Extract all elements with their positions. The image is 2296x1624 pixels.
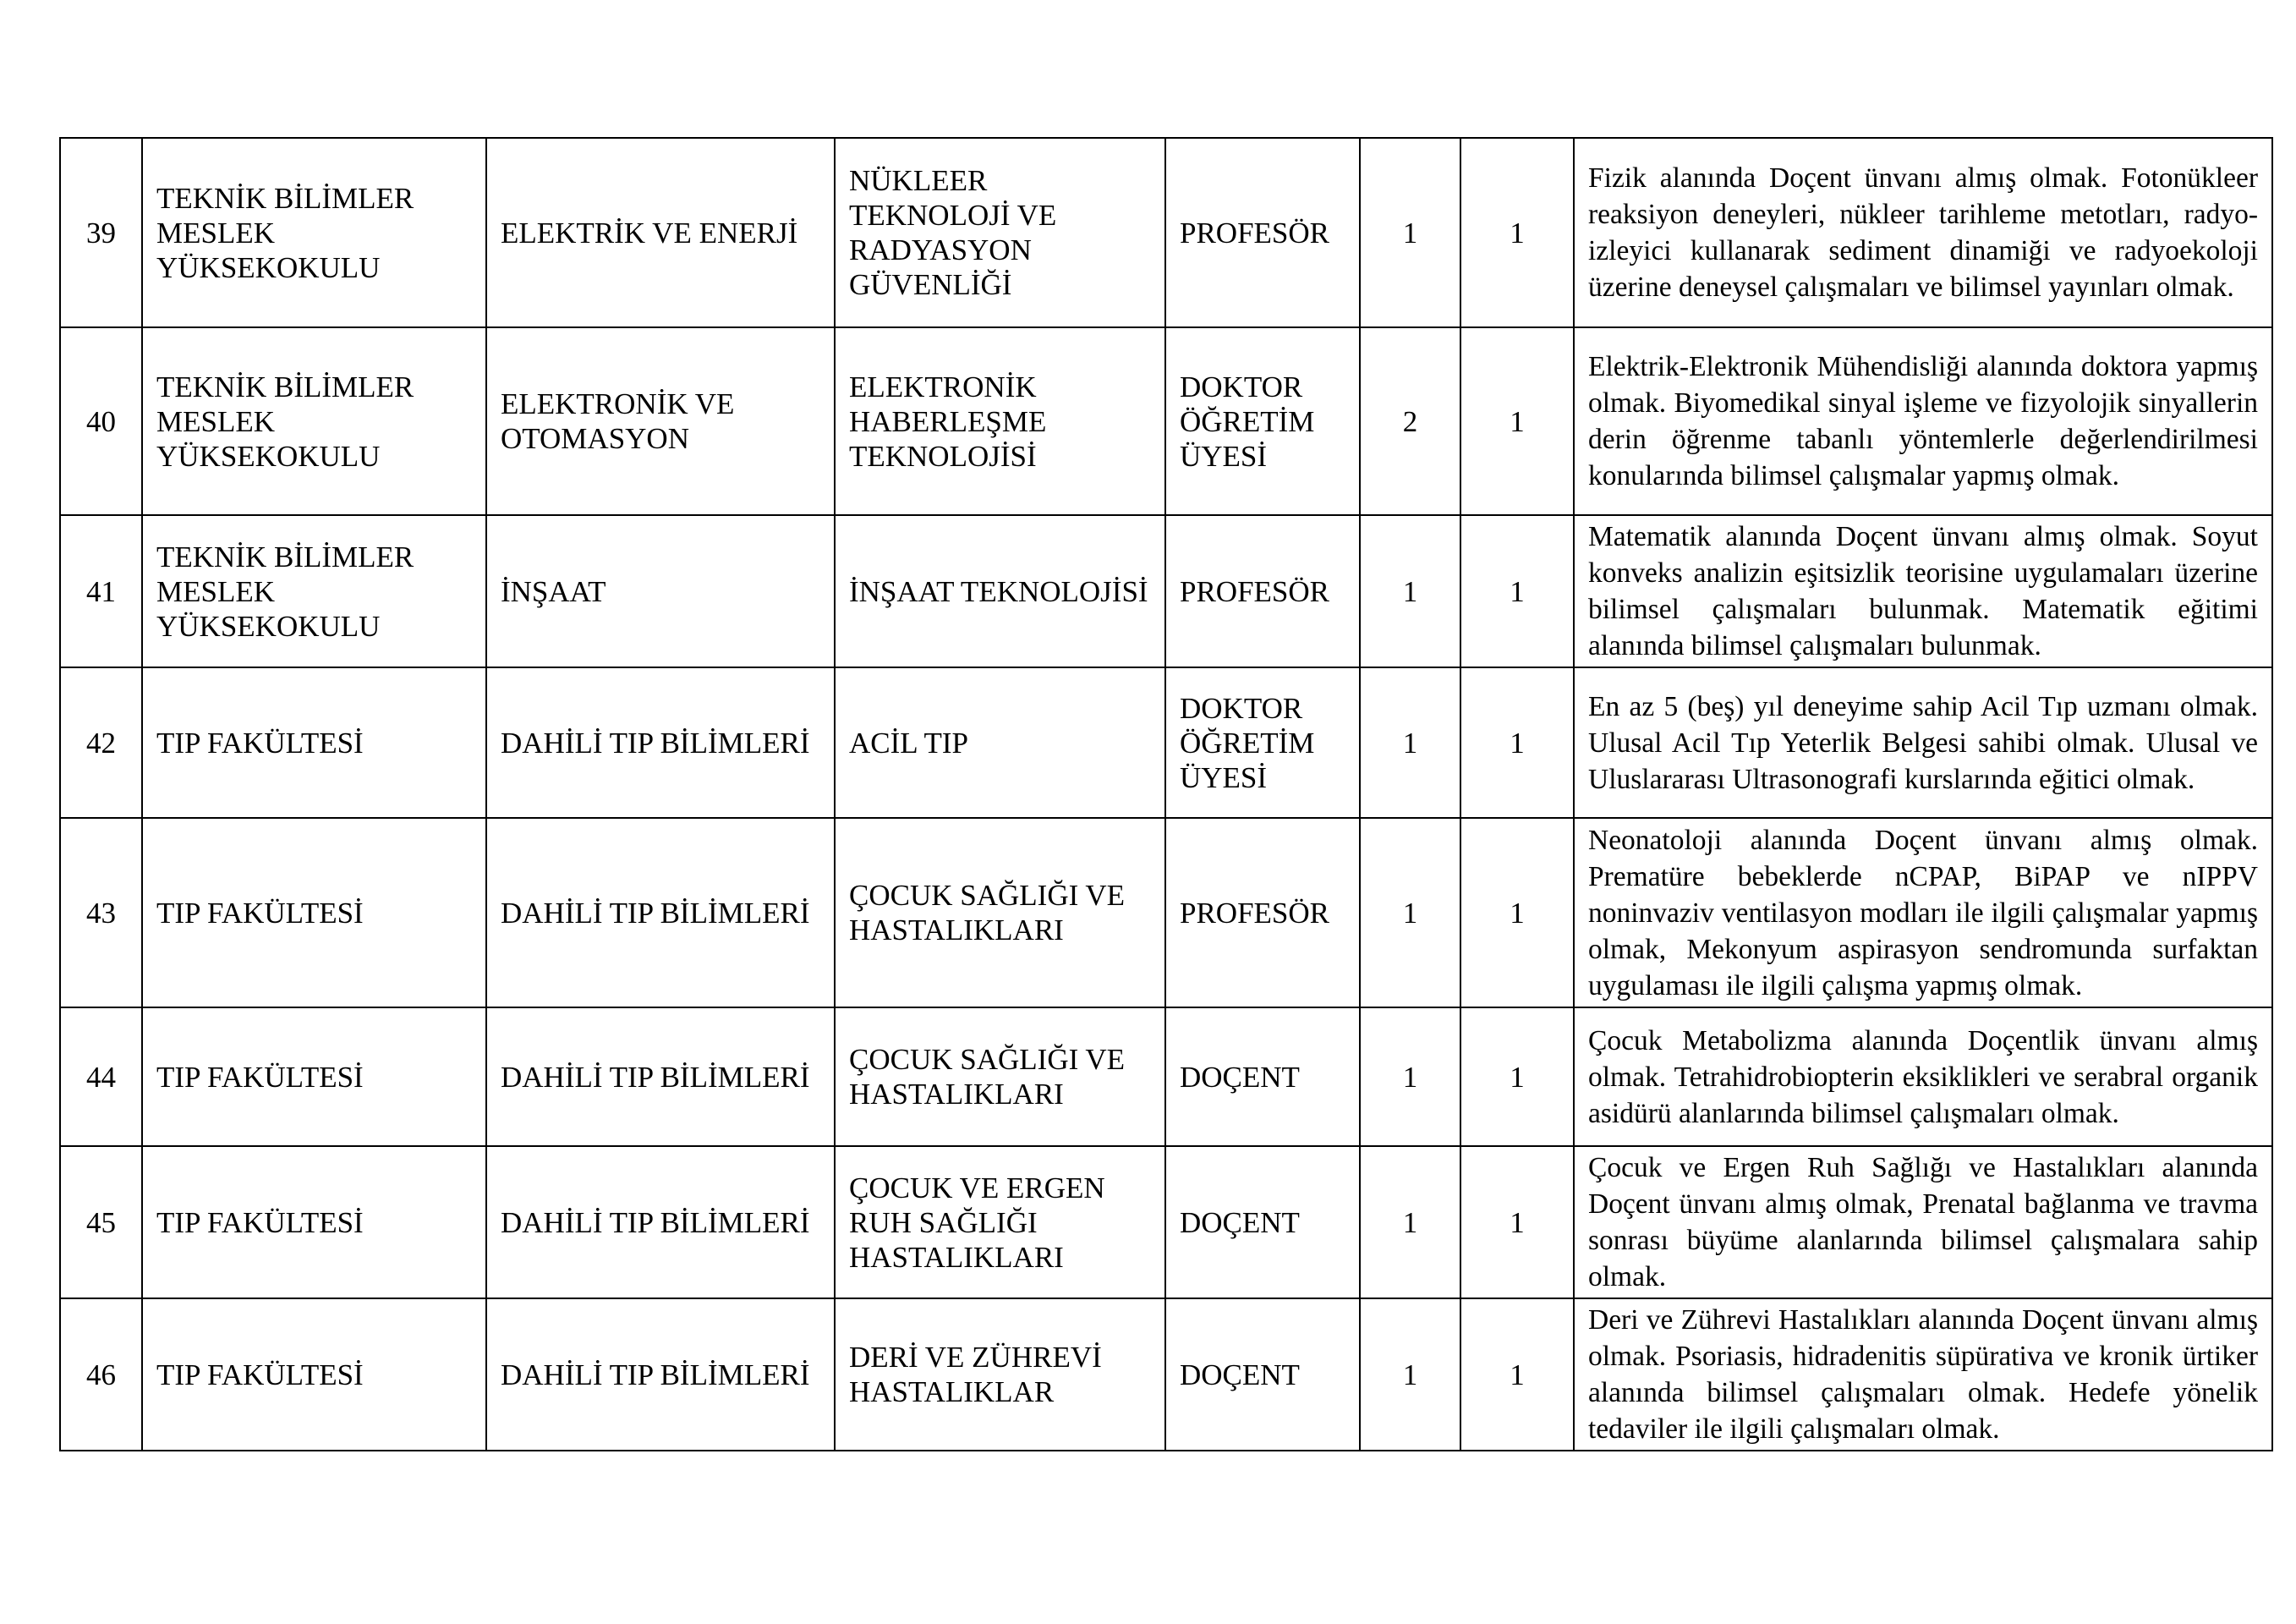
requirement-cell: Elektrik-Elektronik Mühendisliği alanında doktora yapmış olmak. Biyomedikal sinyal işleme ve fizyolojik sinyallerin derin öğrenme tabanlı yöntemlerle değerlendirilmesi konularında bilimsel çalışmalar yapmış olmak. [1574,327,2272,515]
department-cell: DAHİLİ TIP BİLİMLERİ [486,1007,835,1146]
department-cell: ELEKTRİK VE ENERJİ [486,138,835,327]
department-cell: İNŞAAT [486,515,835,667]
title-cell: PROFESÖR [1165,138,1360,327]
row-number-cell: 39 [60,138,142,327]
requirement-cell: Matematik alanında Doçent ünvanı almış olmak. Soyut konveks analizin eşitsizlik teorisine uygulamaları üzerine bilimsel çalışmaları bulunmak. Matematik eğitimi alanında bilimsel çalışmaları bulunmak. [1574,515,2272,667]
academic-positions-table [59,137,2273,1451]
program-cell: İNŞAAT TEKNOLOJİSİ [835,515,1165,667]
count-a-cell: 1 [1360,667,1460,818]
unit-cell: TEKNİK BİLİMLER MESLEK YÜKSEKOKULU [142,327,486,515]
program-cell: ACİL TIP [835,667,1165,818]
row-number-cell: 43 [60,818,142,1007]
unit-cell: TIP FAKÜLTESİ [142,1298,486,1451]
table-row [60,1007,2272,1146]
title-cell: DOÇENT [1165,1146,1360,1298]
title-cell: PROFESÖR [1165,818,1360,1007]
row-number-cell: 45 [60,1146,142,1298]
requirement-cell: Neonatoloji alanında Doçent ünvanı almış olmak. Prematüre bebeklerde nCPAP, BiPAP ve nIPPV noninvaziv ventilasyon modları ile ilgili çalışmalar yapmış olmak, Mekonyum aspirasyon sendromunda surfaktan uygulaması ile ilgili çalışma yapmış olmak. [1574,818,2272,1007]
row-number-cell: 41 [60,515,142,667]
unit-cell: TEKNİK BİLİMLER MESLEK YÜKSEKOKULU [142,515,486,667]
row-number-cell: 42 [60,667,142,818]
program-cell: ELEKTRONİK HABERLEŞME TEKNOLOJİSİ [835,327,1165,515]
table-row [60,1146,2272,1298]
department-cell: DAHİLİ TIP BİLİMLERİ [486,1146,835,1298]
unit-cell: TIP FAKÜLTESİ [142,667,486,818]
count-a-cell: 1 [1360,1007,1460,1146]
unit-cell: TEKNİK BİLİMLER MESLEK YÜKSEKOKULU [142,138,486,327]
department-cell: DAHİLİ TIP BİLİMLERİ [486,1298,835,1451]
table-body [60,138,2272,1451]
requirement-cell: Deri ve Zührevi Hastalıkları alanında Doçent ünvanı almış olmak. Psoriasis, hidradenitis süpürativa ve kronik ürtiker alanında bilimsel çalışmaları olmak. Hedefe yönelik tedaviler ile ilgili çalışmaları olmak. [1574,1298,2272,1451]
title-cell: DOKTOR ÖĞRETİM ÜYESİ [1165,327,1360,515]
count-b-cell: 1 [1460,515,1574,667]
count-b-cell: 1 [1460,1298,1574,1451]
requirement-cell: Fizik alanında Doçent ünvanı almış olmak. Fotonükleer reaksiyon deneyleri, nükleer tarihleme metotları, radyo-izleyici kullanarak sediment dinamiği ve radyoekoloji üzerine deneysel çalışmaları ve bilimsel yayınları olmak. [1574,138,2272,327]
requirement-cell: Çocuk Metabolizma alanında Doçentlik ünvanı almış olmak. Tetrahidrobiopterin eksiklikleri ve serabral organik asidürü alanlarında bilimsel çalışmaları olmak. [1574,1007,2272,1146]
table-row [60,138,2272,327]
program-cell: NÜKLEER TEKNOLOJİ VE RADYASYON GÜVENLİĞİ [835,138,1165,327]
program-cell: ÇOCUK VE ERGEN RUH SAĞLIĞI HASTALIKLARI [835,1146,1165,1298]
program-cell: DERİ VE ZÜHREVİ HASTALIKLAR [835,1298,1165,1451]
count-a-cell: 1 [1360,1146,1460,1298]
row-number-cell: 40 [60,327,142,515]
count-a-cell: 1 [1360,515,1460,667]
program-cell: ÇOCUK SAĞLIĞI VE HASTALIKLARI [835,1007,1165,1146]
count-b-cell: 1 [1460,667,1574,818]
row-number-cell: 44 [60,1007,142,1146]
table-row [60,667,2272,818]
count-a-cell: 2 [1360,327,1460,515]
count-a-cell: 1 [1360,138,1460,327]
table-row [60,1298,2272,1451]
count-b-cell: 1 [1460,1146,1574,1298]
count-b-cell: 1 [1460,138,1574,327]
requirement-cell: Çocuk ve Ergen Ruh Sağlığı ve Hastalıkları alanında Doçent ünvanı almış olmak, Prenatal bağlanma ve travma sonrası büyüme alanlarında bilimsel çalışmalara sahip olmak. [1574,1146,2272,1298]
department-cell: ELEKTRONİK VE OTOMASYON [486,327,835,515]
count-a-cell: 1 [1360,1298,1460,1451]
table-row [60,818,2272,1007]
unit-cell: TIP FAKÜLTESİ [142,1007,486,1146]
count-b-cell: 1 [1460,327,1574,515]
requirement-cell: En az 5 (beş) yıl deneyime sahip Acil Tıp uzmanı olmak. Ulusal Acil Tıp Yeterlik Belgesi sahibi olmak. Ulusal ve Uluslararası Ultrasonografi kurslarında eğitici olmak. [1574,667,2272,818]
title-cell: DOKTOR ÖĞRETİM ÜYESİ [1165,667,1360,818]
row-number-cell: 46 [60,1298,142,1451]
title-cell: DOÇENT [1165,1007,1360,1146]
unit-cell: TIP FAKÜLTESİ [142,818,486,1007]
title-cell: DOÇENT [1165,1298,1360,1451]
table-row [60,327,2272,515]
table-row [60,515,2272,667]
unit-cell: TIP FAKÜLTESİ [142,1146,486,1298]
count-b-cell: 1 [1460,1007,1574,1146]
count-a-cell: 1 [1360,818,1460,1007]
department-cell: DAHİLİ TIP BİLİMLERİ [486,818,835,1007]
count-b-cell: 1 [1460,818,1574,1007]
department-cell: DAHİLİ TIP BİLİMLERİ [486,667,835,818]
program-cell: ÇOCUK SAĞLIĞI VE HASTALIKLARI [835,818,1165,1007]
title-cell: PROFESÖR [1165,515,1360,667]
